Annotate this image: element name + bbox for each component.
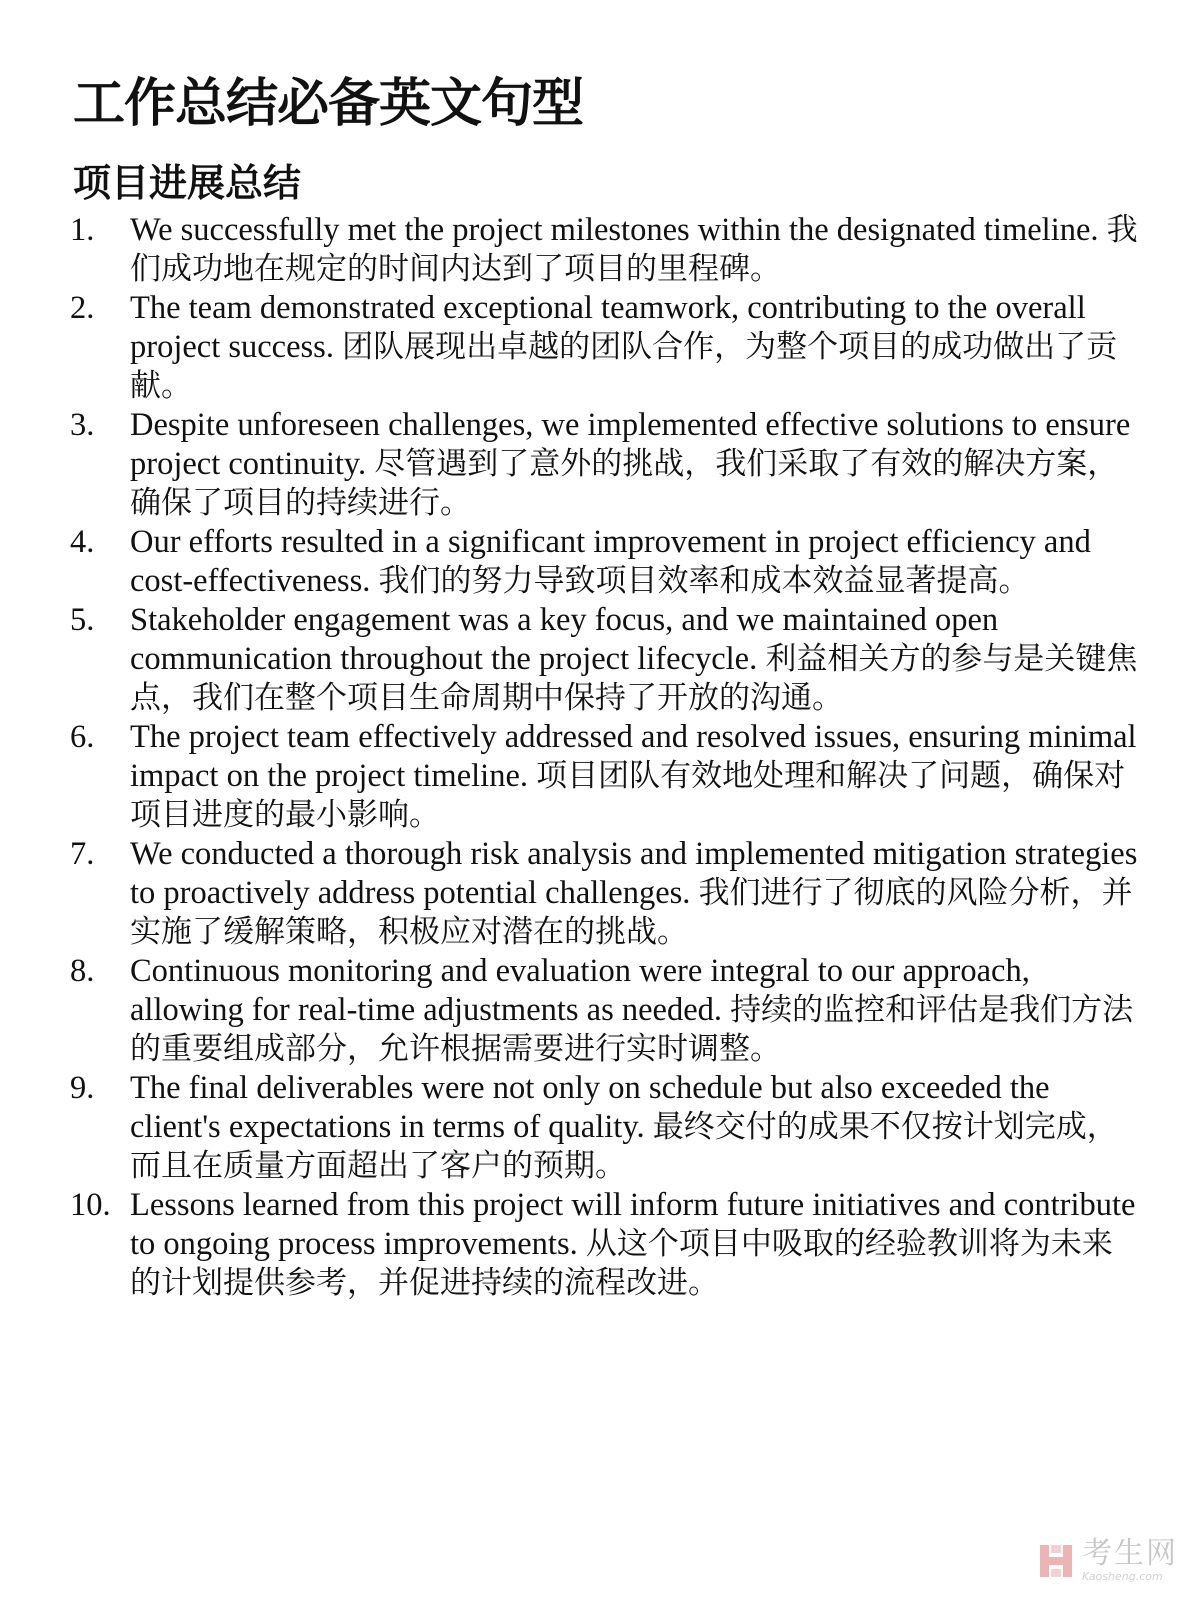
chinese-translation: 从这个项目中吸取的经验教训将为未来的计划提供参考，并促进持续的流程改进。 <box>130 1226 1113 1301</box>
english-sentence: Despite unforeseen challenges, we implemented effective solutions to ensure project continuity. <box>130 407 1131 482</box>
watermark-url: Kaosheng.com <box>1082 1570 1163 1583</box>
item-number: 7. <box>70 836 95 872</box>
section-heading: 项目进展总结 <box>73 161 302 205</box>
watermark <box>1038 1536 1178 1583</box>
chinese-translation: 尽管遇到了意外的挑战，我们采取了有效的解决方案，确保了项目的持续进行。 <box>130 446 1119 521</box>
item-number: 1. <box>70 212 95 248</box>
english-sentence: We conducted a thorough risk analysis and implemented mitigation strategies to proactively address potential challenges. <box>130 836 1138 911</box>
chinese-translation: 利益相关方的参与是关键焦点，我们在整个项目生命周期中保持了开放的沟通。 <box>130 641 1138 716</box>
list-item <box>70 406 1140 523</box>
english-sentence: Our efforts resulted in a significant improvement in project efficiency and cost-effectiveness. <box>130 524 1091 599</box>
english-sentence: The final deliverables were not only on schedule but also exceeded the client's expectations in terms of quality. <box>130 1070 1050 1145</box>
item-number: 6. <box>70 719 95 755</box>
chinese-translation: 团队展现出卓越的团队合作，为整个项目的成功做出了贡献。 <box>130 329 1118 404</box>
chinese-translation: 项目团队有效地处理和解决了问题，确保对项目进度的最小影响。 <box>130 758 1126 833</box>
list-item <box>70 952 1140 1069</box>
list-item <box>70 718 1140 835</box>
item-number: 9. <box>70 1070 95 1106</box>
item-number: 3. <box>70 407 95 443</box>
kaosheng-logo-icon <box>1038 1543 1074 1579</box>
english-sentence: Lessons learned from this project will inform future initiatives and contribute to ongoing process improvements. <box>130 1187 1136 1262</box>
list-item <box>70 1069 1140 1186</box>
sentence-list <box>70 211 1140 1303</box>
item-number: 4. <box>70 524 95 560</box>
page-title: 工作总结必备英文句型 <box>73 74 584 134</box>
chinese-translation: 最终交付的成果不仅按计划完成，而且在质量方面超出了客户的预期。 <box>130 1109 1118 1184</box>
list-item <box>70 835 1140 952</box>
list-item <box>70 1186 1140 1303</box>
item-number: 5. <box>70 602 95 638</box>
chinese-translation: 我们进行了彻底的风险分析，并实施了缓解策略，积极应对潜在的挑战。 <box>130 875 1133 950</box>
list-item <box>70 289 1140 406</box>
item-number: 8. <box>70 953 95 989</box>
chinese-translation: 持续的监控和评估是我们方法的重要组成部分，允许根据需要进行实时调整。 <box>130 992 1134 1067</box>
watermark-brand: 考生网 <box>1082 1536 1178 1571</box>
english-sentence: The project team effectively addressed and resolved issues, ensuring minimal impact on the project timeline. <box>130 719 1137 794</box>
english-sentence: Stakeholder engagement was a key focus, and we maintained open communication throughout the project lifecycle. <box>130 602 999 677</box>
list-item <box>70 601 1140 718</box>
watermark-text <box>1082 1536 1178 1583</box>
list-item <box>70 523 1140 601</box>
chinese-translation: 我们成功地在规定的时间内达到了项目的里程碑。 <box>130 212 1138 287</box>
item-number: 10. <box>70 1187 111 1223</box>
list-item <box>70 211 1140 289</box>
chinese-translation: 我们的努力导致项目效率和成本效益显著提高。 <box>378 563 1030 599</box>
english-sentence: Continuous monitoring and evaluation were integral to our approach, allowing for real-time adjustments as needed. <box>130 953 1030 1028</box>
item-number: 2. <box>70 290 95 326</box>
english-sentence: We successfully met the project milestones within the designated timeline. <box>130 212 1107 248</box>
english-sentence: The team demonstrated exceptional teamwork, contributing to the overall project success. <box>130 290 1086 365</box>
